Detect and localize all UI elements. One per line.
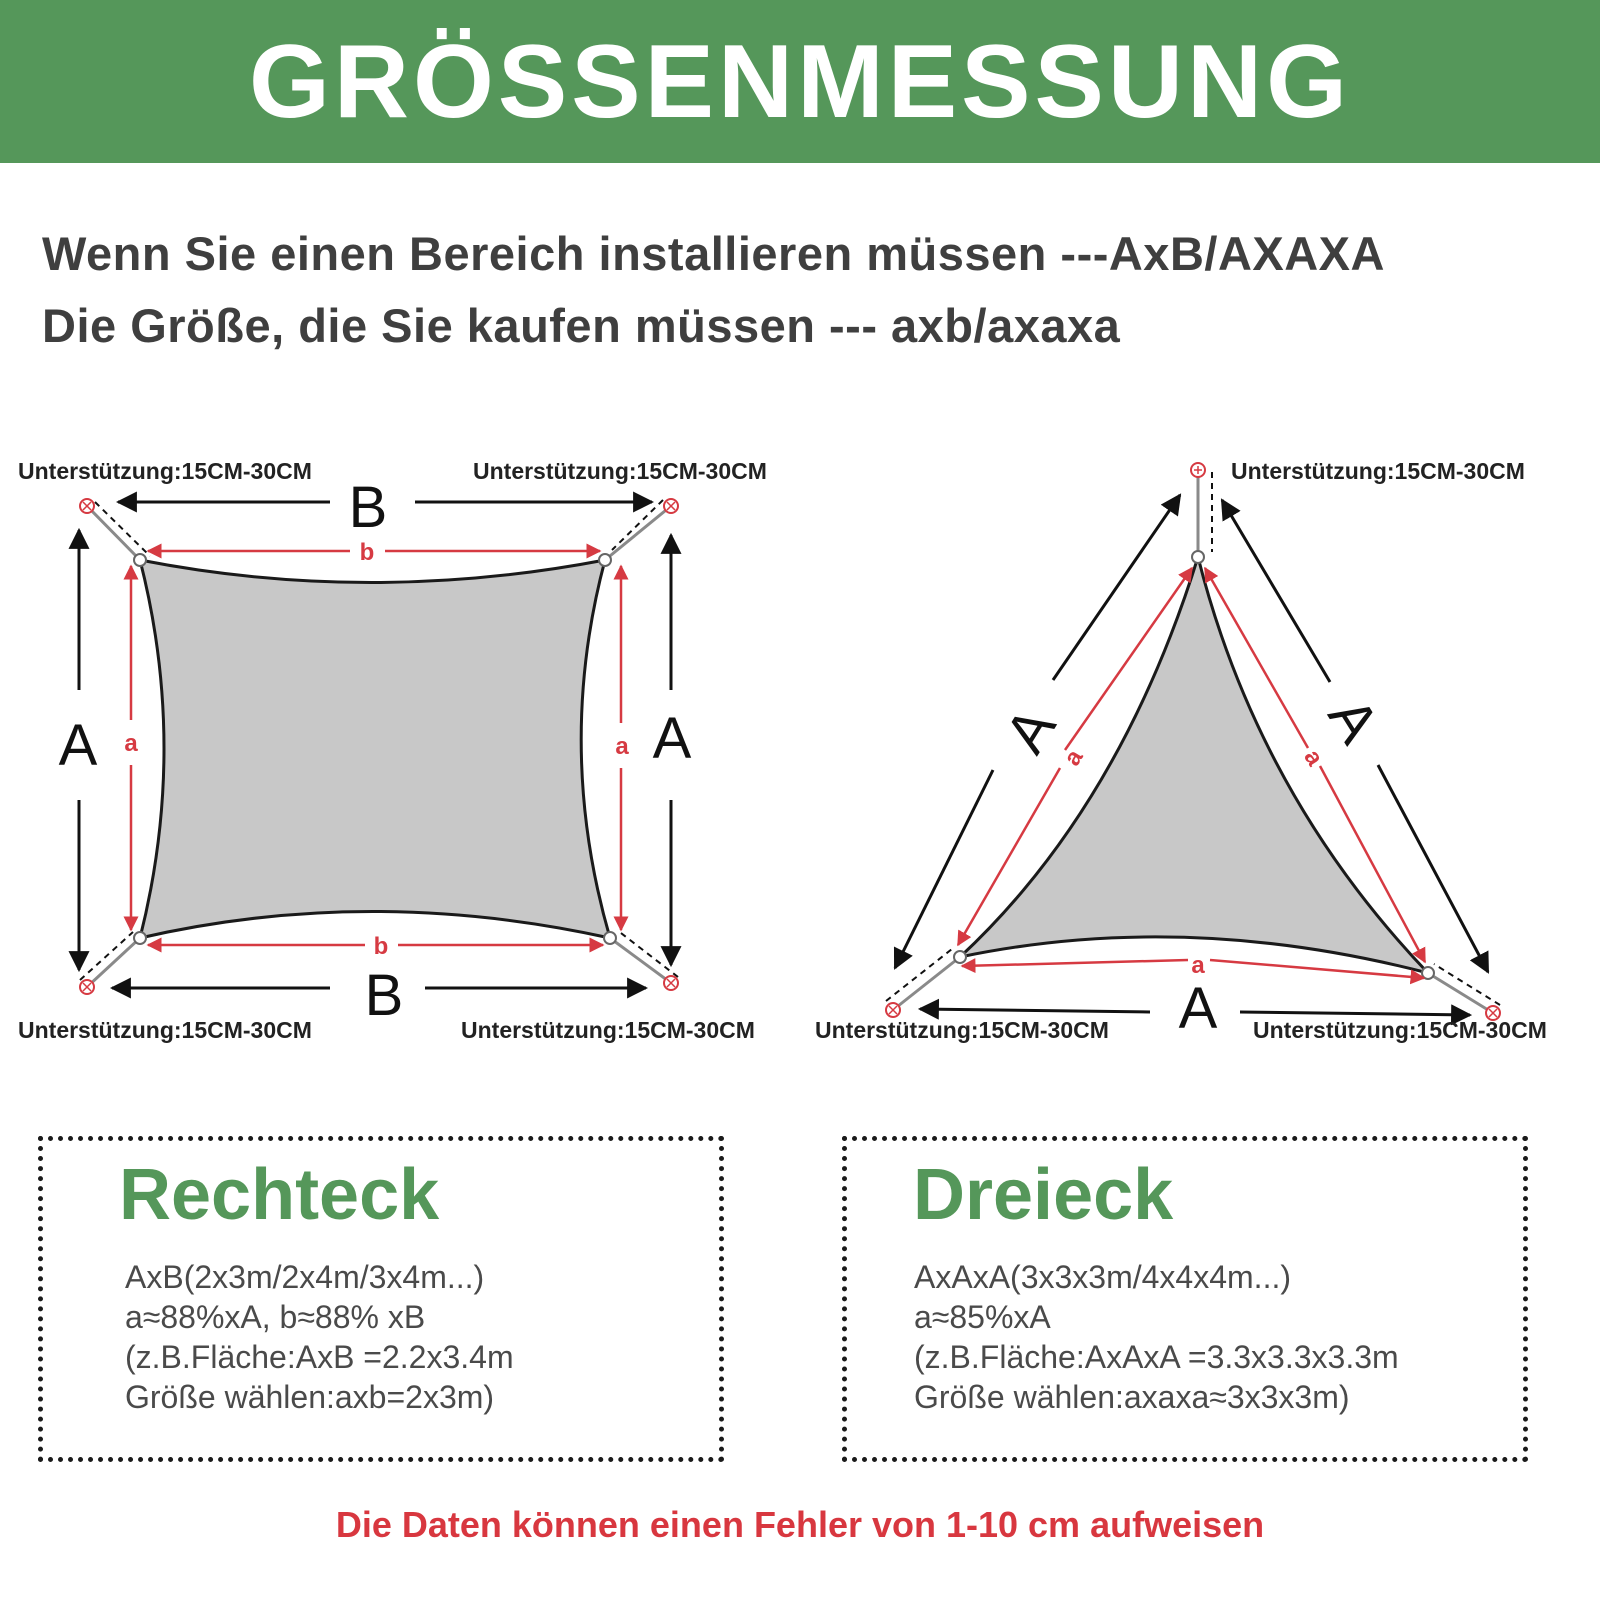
rectangle-info-line: (z.B.Fläche:AxB =2.2x3.4m (125, 1339, 514, 1375)
tri-support-bottom-left: Unterstützung:15CM-30CM (815, 1017, 1109, 1043)
rect-label-b-bottom: b (373, 933, 389, 960)
triangle-info-line: (z.B.Fläche:AxAxA =3.3x3.3x3.3m (914, 1339, 1399, 1375)
triangle-title: Dreieck (913, 1155, 1174, 1235)
tri-label-a-left: a (1058, 744, 1089, 771)
rect-label-A-left: A (58, 713, 98, 778)
rect-label-B-top: B (348, 475, 388, 540)
rectangle-sail-shape (140, 560, 610, 938)
rect-support-bottom-right: Unterstützung:15CM-30CM (461, 1017, 755, 1043)
rect-label-a-right: a (615, 733, 629, 760)
intro-line-buy-size: Die Größe, die Sie kaufen müssen --- axb/axaxa (42, 299, 1121, 352)
intro-line-install-area: Wenn Sie einen Bereich installieren müssen ---AxB/AXAXA (42, 227, 1385, 280)
rect-support-top-left: Unterstützung:15CM-30CM (18, 458, 312, 484)
rect-support-bottom-left: Unterstützung:15CM-30CM (18, 1017, 312, 1043)
triangle-sail-shape (960, 557, 1428, 973)
rect-label-B-bottom: B (364, 963, 404, 1028)
rect-support-top-right: Unterstützung:15CM-30CM (473, 458, 767, 484)
error-tolerance-note: Die Daten können einen Fehler von 1-10 cm aufweisen (335, 1504, 1265, 1545)
rectangle-title: Rechteck (119, 1155, 440, 1235)
tri-label-a-bottom: a (1191, 952, 1205, 979)
tri-label-a-right: a (1298, 744, 1329, 771)
tri-label-A-left: A (992, 696, 1069, 764)
rectangle-info-line: AxB(2x3m/2x4m/3x4m...) (125, 1259, 485, 1295)
rectangle-info-line: a≈88%xA, b≈88% xB (125, 1299, 426, 1335)
tri-support-bottom-right: Unterstützung:15CM-30CM (1253, 1017, 1547, 1043)
page-title: GRÖSSENMESSUNG (249, 23, 1351, 140)
rect-label-A-right: A (652, 706, 692, 771)
triangle-info-box (842, 1136, 1528, 1462)
tri-label-A-bottom: A (1178, 976, 1218, 1041)
measurement-diagram (0, 440, 1600, 1060)
rectangle-sail-diagram (18, 458, 767, 1043)
triangle-info-line: a≈85%xA (914, 1299, 1051, 1335)
header-banner (0, 0, 1600, 163)
tri-label-A-right: A (1315, 686, 1392, 754)
tri-support-top: Unterstützung:15CM-30CM (1231, 458, 1525, 484)
rect-label-b-top: b (359, 539, 375, 566)
rect-label-a-left: a (124, 730, 138, 757)
triangle-sail-diagram (815, 458, 1547, 1043)
triangle-info-line: Größe wählen:axaxa≈3x3x3m) (914, 1379, 1350, 1415)
rectangle-info-box (38, 1136, 724, 1462)
rectangle-info-line: Größe wählen:axb=2x3m) (125, 1379, 495, 1415)
triangle-info-line: AxAxA(3x3x3m/4x4x4m...) (914, 1259, 1291, 1295)
